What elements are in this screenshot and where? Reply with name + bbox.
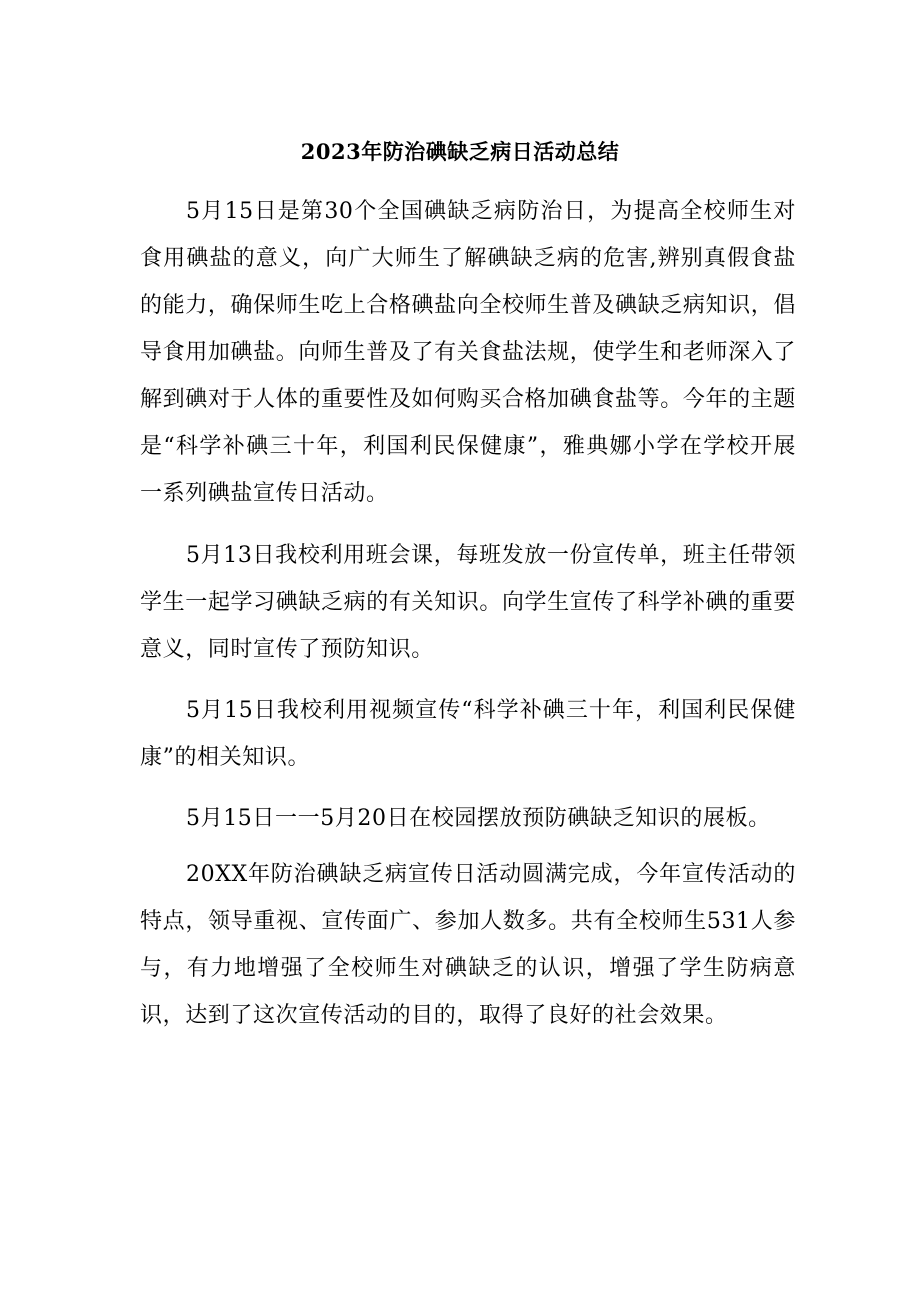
paragraph-intro: 5月15日是第30个全国碘缺乏病防治日，为提高全校师生对食用碘盐的意义，向广大师生了解碘缺乏病的危害,辨别真假食盐的能力，确保师生吃上合格碘盐向全校师生普及碘缺乏病知识，倡导食用加碘盐。向师生普及了有关食盐法规，使学生和老师深入了解到碘对于人体的重要性及如何购买合格加碘食盐等。今年的主题是“科学补碘三十年，利国利民保健康”，雅典娜小学在学校开展一系列碘盐宣传日活动。 (140, 199, 796, 506)
paragraph-video-promotion: 5月15日我校利用视频宣传“科学补碘三十年，利国利民保健康”的相关知识。 (140, 698, 796, 770)
document-title: 2023年防治碘缺乏病日活动总结 (300, 139, 620, 164)
paragraph-class-meeting: 5月13日我校利用班会课，每班发放一份宣传单，班主任带领学生一起学习碘缺乏病的有关知识。向学生宣传了科学补碘的重要意义，同时宣传了预防知识。 (140, 543, 796, 662)
paragraph-summary: 20XX年防治碘缺乏病宣传日活动圆满完成，今年宣传活动的特点，领导重视、宣传面广、参加人数多。共有全校师生531人参与，有力地增强了全校师生对碘缺乏的认识，增强了学生防病意识，达到了这次宣传活动的目的，取得了良好的社会效果。 (140, 862, 796, 1028)
paragraph-exhibition-boards: 5月15日一一5月20日在校园摆放预防碘缺乏知识的展板。 (186, 806, 771, 831)
